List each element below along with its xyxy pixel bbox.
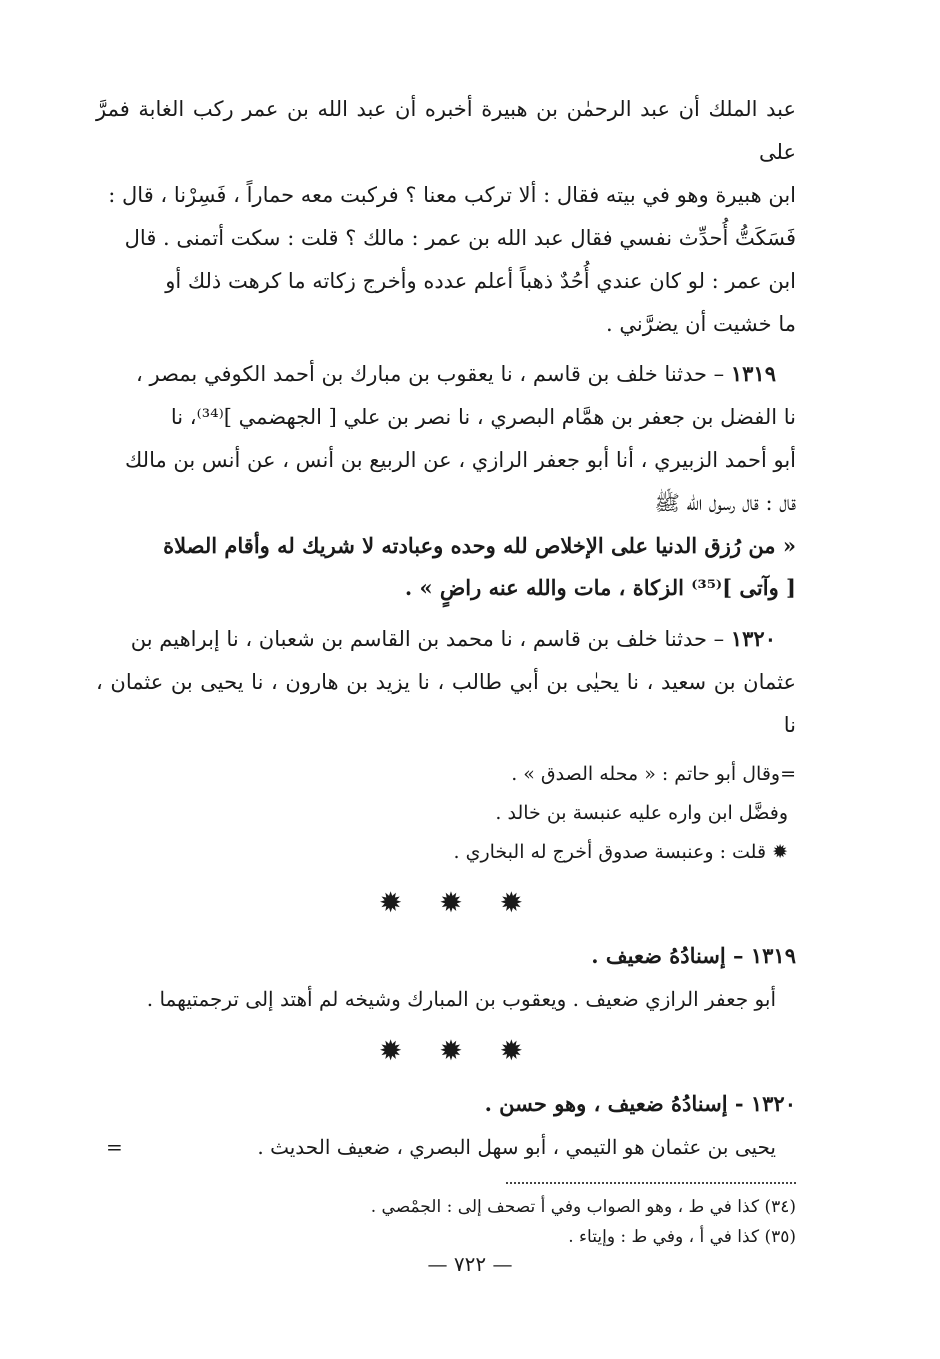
footnotes xyxy=(96,1192,796,1252)
matn-line: « من رُزق الدنيا على الإخلاص لله وحده وعبادته لا شريك له وأقام الصلاة xyxy=(163,533,796,558)
previous-page-note xyxy=(96,755,796,872)
section-divider-stars: ✹ ✹ ✹ xyxy=(378,886,538,919)
isnad-text: – حدثنا خلف بن قاسم ، نا محمد بن القاسم بن شعبان ، نا إبراهيم بن xyxy=(130,627,725,651)
footnote-35: (٣٥) كذا في أ ، وفي ط : وإيتاء . xyxy=(568,1227,796,1247)
matn-line: [ وآتى ]⁽³⁵⁾ الزكاة ، مات والله عنه راضٍ » . xyxy=(404,575,796,600)
isnad-line: عثمان بن سعيد ، نا يحيٰى بن أبي طالب ، نا يزيد بن هارون ، نا يحيى بن عثمان ، نا xyxy=(96,670,796,737)
note-line: وفضَّل ابن واره عليه عنبسة بن خالد . xyxy=(495,802,788,824)
text-line: ابن عمر : لو كان عندي أُحُدٌ ذهباً أعلم عدده وأخرج زكاته ما كرهت ذلك أو xyxy=(165,269,796,293)
footnote-34: (٣٤) كذا في ط ، وهو الصواب وفي أ تصحف إلى : الجمْصي . xyxy=(370,1197,796,1217)
text-line: فَسَكَتُّ أُحدِّث نفسي فقال عبد الله بن عمر : مالك ؟ قلت : سكت أتمنى . قال xyxy=(124,226,796,250)
commentary-1319-heading: ١٣١٩ – إسنادُهُ ضعيف . xyxy=(591,943,796,968)
isnad-line: نا الفضل بن جعفر بن همَّام البصري ، نا نصر بن علي [ الجهضمي ]⁽³⁴⁾، نا xyxy=(170,405,796,429)
footnote-separator xyxy=(506,1182,796,1184)
page-body xyxy=(96,88,796,1252)
hadith-1319 xyxy=(96,352,796,609)
commentary-1319-text: أبو جعفر الرازي ضعيف . ويعقوب بن المبارك وشيخه لم أهتد إلى ترجمتيهما . xyxy=(146,987,776,1011)
isnad-line xyxy=(96,617,796,661)
continuation-text xyxy=(96,88,796,346)
continues-mark: = xyxy=(106,1135,123,1159)
commentary-1320-heading: ١٣٢٠ - إسنادُهُ ضعيف ، وهو حسن . xyxy=(484,1091,796,1116)
text-line: ما خشيت أن يضرَّني . xyxy=(606,312,796,336)
page-number: — ٧٢٢ — xyxy=(427,1252,513,1276)
isnad-line: أبو أحمد الزبيري ، أنا أبو جعفر الرازي ، عن الربيع بن أنس ، عن أنس بن مالك xyxy=(124,448,796,472)
section-divider-stars: ✹ ✹ ✹ xyxy=(378,1034,538,1067)
isnad-line: قال : قال رسول الله ﷺ xyxy=(654,491,796,515)
hadith-matn xyxy=(96,525,796,609)
commentary-1320-row xyxy=(96,1126,796,1168)
isnad-text: – حدثنا خلف بن قاسم ، نا يعقوب بن مبارك بن أحمد الكوفي بمصر ، xyxy=(136,362,725,386)
hadith-number: ١٣١٩ xyxy=(730,361,776,386)
text-line: ابن هبيرة وهو في بيته فقال : ألا تركب معنا ؟ فركبت معه حماراً ، فَسِرْنا ، قال : xyxy=(108,183,796,207)
note-line: =وقال أبو حاتم : « محله الصدق » . xyxy=(511,763,796,785)
commentary-1320-text: يحيى بن عثمان هو التيمي ، أبو سهل البصري ، ضعيف الحديث . xyxy=(257,1135,776,1159)
text-line: عبد الملك أن عبد الرحمٰن بن هبيرة أخبره أن عبد الله بن عمر ركب الغابة فمرَّ على xyxy=(96,97,796,164)
note-line: ✹ قلت : وعنبسة صدوق أخرج له البخاري . xyxy=(453,841,788,863)
hadith-1320 xyxy=(96,617,796,747)
isnad-line xyxy=(96,352,796,396)
hadith-number: ١٣٢٠ xyxy=(730,626,776,651)
